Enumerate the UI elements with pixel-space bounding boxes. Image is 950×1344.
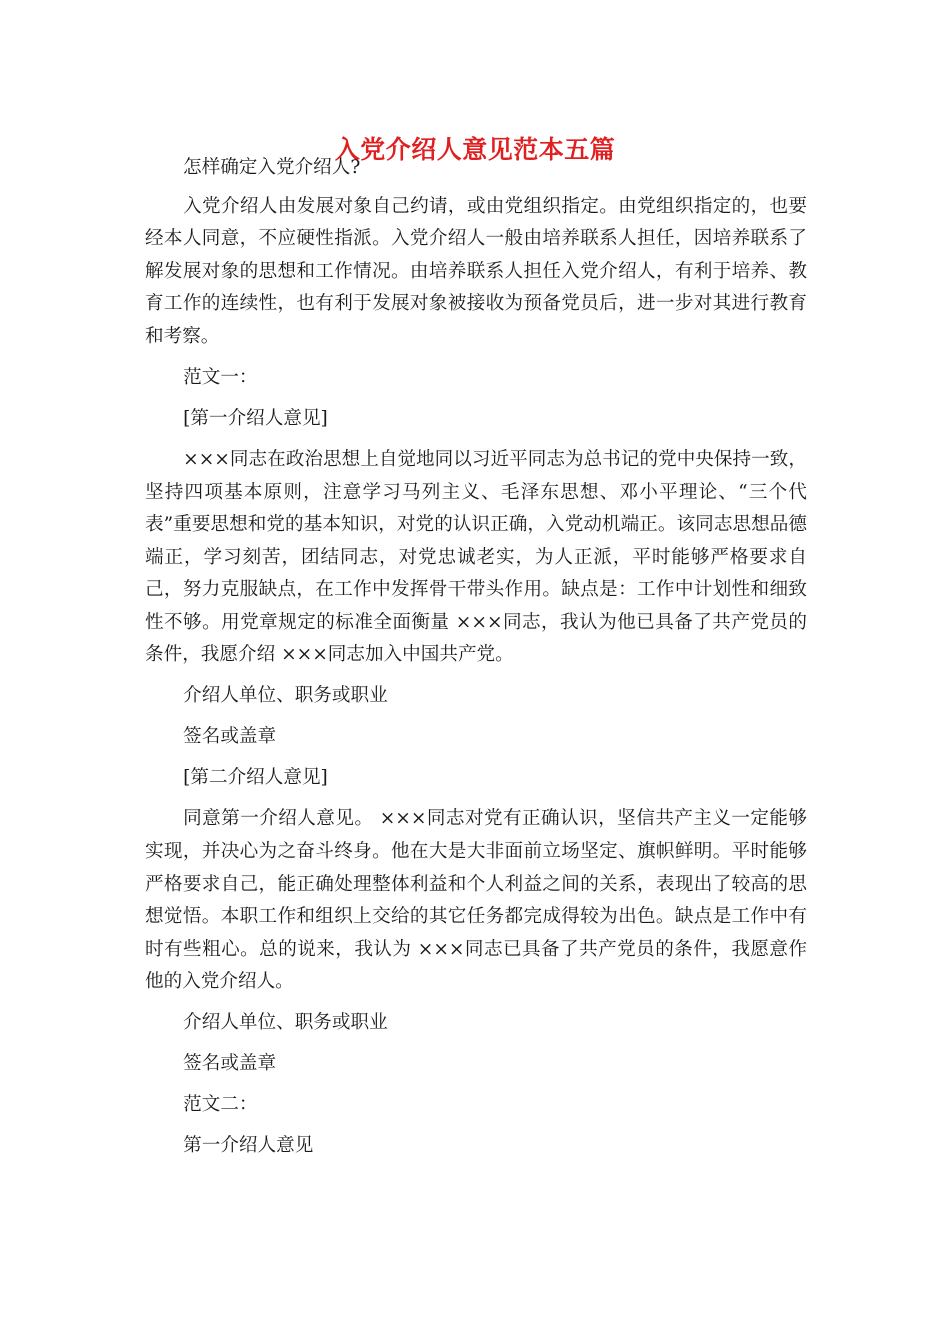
signature-label: 签名或盖章 — [183, 1053, 277, 1075]
intro-answer-paragraph: 入党介绍人由发展对象自己约请，或由党组织指定。由党组织指定的，也要经本人同意，不应硬性指派。入党介绍人一般由培养联系人担任，因培养联系了解发展对象的思想和工作情况。由培养联系人担任入党介绍人，有利于培养、教育工作的连续性，也有利于发展对象被接收为预备党员后，进一步对其进行教育和考察。 — [145, 195, 807, 347]
sample-one-heading: 范文一： — [183, 366, 258, 388]
document-body — [145, 152, 807, 1171]
second-introducer-heading: [第二介绍人意见] — [183, 767, 328, 789]
document-title: 入党介绍人意见范本五篇 — [334, 134, 616, 164]
second-introducer-opinion: 同意第一介绍人意见。 ×××同志对党有正确认识，坚信共产主义一定能够实现，并决心为之奋斗终身。他在大是大非面前立场坚定、旗帜鲜明。平时能够严格要求自己，能正确处理整体利益和个人利益之间的关系，表现出了较高的思想觉悟。本职工作和组织上交给的其它任务都完成得较为出色。缺点是工作中有时有些粗心。总的说来，我认为 ×××同志已具备了共产党员的条件，我愿意作他的入党介绍人。 — [145, 808, 807, 993]
first-introducer-heading: 第一介绍人意见 — [183, 1135, 314, 1157]
intro-question: 怎样确定入党介绍人? — [183, 157, 361, 178]
first-introducer-heading: [第一介绍人意见] — [183, 407, 328, 429]
signature-label: 签名或盖章 — [183, 726, 277, 748]
first-introducer-opinion: ×××同志在政治思想上自觉地同以习近平同志为总书记的党中央保持一致，坚持四项基本原则，注意学习马列主义、毛泽东思想、邓小平理论、“三个代表”重要思想和党的基本知识，对党的认识正确，入党动机端正。该同志思想品德端正，学习刻苦，团结同志，对党忠诚老实，为人正派，平时能够严格要求自己，努力克服缺点，在工作中发挥骨干带头作用。缺点是：工作中计划性和细致性不够。用党章规定的标准全面衡量 ×××同志，我认为他已具备了共产党员的条件，我愿介绍 ×××同志加入中国共产党。 — [145, 448, 807, 666]
introducer-unit-label: 介绍人单位、职务或职业 — [183, 1012, 388, 1034]
sample-two-heading: 范文二： — [183, 1094, 258, 1116]
introducer-unit-label: 介绍人单位、职务或职业 — [183, 685, 388, 707]
